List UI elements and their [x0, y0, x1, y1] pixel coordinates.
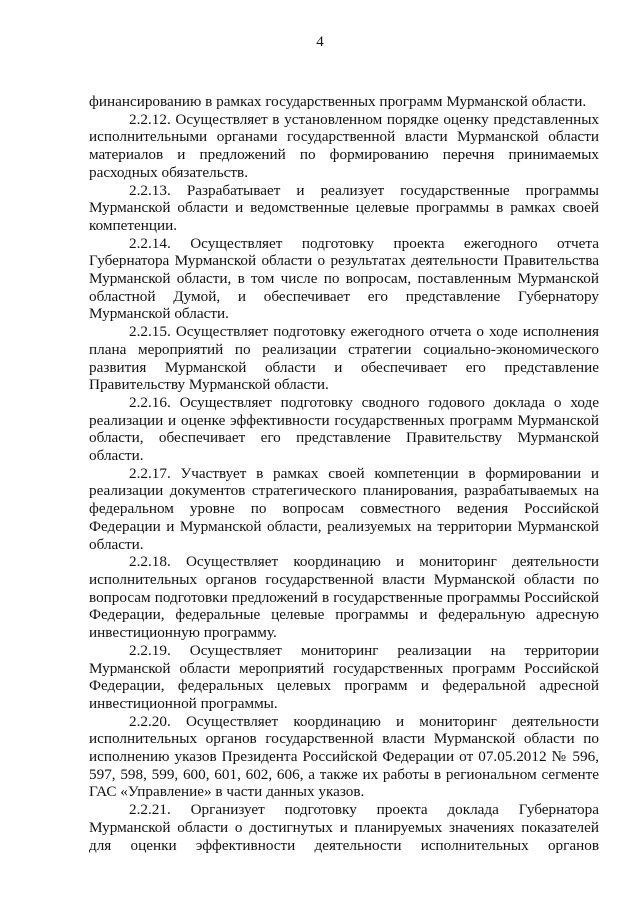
paragraph-2-2-19: 2.2.19. Осуществляет мониторинг реализации на территории Мурманской области мероприятий государственных программ Российской Федерации, федеральных целевых программ и федеральной адресной инвестиционной программы. — [89, 641, 599, 712]
paragraph-2-2-14: 2.2.14. Осуществляет подготовку проекта ежегодного отчета Губернатора Мурманской области о результатах деятельности Правительства Мурманской области, в том числе по вопросам, поставленным Мурманской областной Думой, и обеспечивает его представление Губернатору Мурманской области. — [89, 234, 599, 323]
paragraph-2-2-18: 2.2.18. Осуществляет координацию и мониторинг деятельности исполнительных органов государственной власти Мурманской области по вопросам подготовки предложений в государственные программы Российской Федерации, федеральные целевые программы и федеральную адресную инвестиционную программу. — [89, 553, 599, 642]
page-number: 4 — [316, 34, 324, 50]
document-body — [89, 93, 599, 854]
paragraph-2-2-15: 2.2.15. Осуществляет подготовку ежегодного отчета о ходе исполнения плана мероприятий по реализации стратегии социально-экономического развития Мурманской области и обеспечивает его представление Правительству Мурманской области. — [89, 323, 599, 394]
paragraph-2-2-13: 2.2.13. Разрабатывает и реализует государственные программы Мурманской области и ведомственные целевые программы в рамках своей компетенции. — [89, 181, 599, 234]
paragraph-2-2-21: 2.2.21. Организует подготовку проекта доклада Губернатора Мурманской области о достигнутых и планируемых значениях показателей для оценки эффективности деятельности исполнительных органов — [89, 801, 599, 854]
paragraph-2-2-12: 2.2.12. Осуществляет в установленном порядке оценку представленных исполнительными органами государственной власти Мурманской области материалов и предложений по формированию перечня принимаемых расходных обязательств. — [89, 110, 599, 181]
paragraph-2-2-20: 2.2.20. Осуществляет координацию и мониторинг деятельности исполнительных органов государственной власти Мурманской области по исполнению указов Президента Российской Федерации от 07.05.2012 № 596, 597, 598, 599, 600, 601, 602, 606, а также их работы в региональном сегменте ГАС «Управление» в части данных указов. — [89, 712, 599, 801]
paragraph-2-2-17: 2.2.17. Участвует в рамках своей компетенции в формировании и реализации документов стратегического планирования, разрабатываемых на федеральном уровне по вопросам совместного ведения Российской Федерации и Мурманской области, реализуемых на территории Мурманской области. — [89, 464, 599, 553]
paragraph-continuation: финансированию в рамках государственных программ Мурманской области. — [89, 93, 587, 110]
paragraph-2-2-16: 2.2.16. Осуществляет подготовку сводного годового доклада о ходе реализации и оценке эффективности государственных программ Мурманской области, обеспечивает его представление Правительству Мурманской области. — [89, 393, 599, 465]
